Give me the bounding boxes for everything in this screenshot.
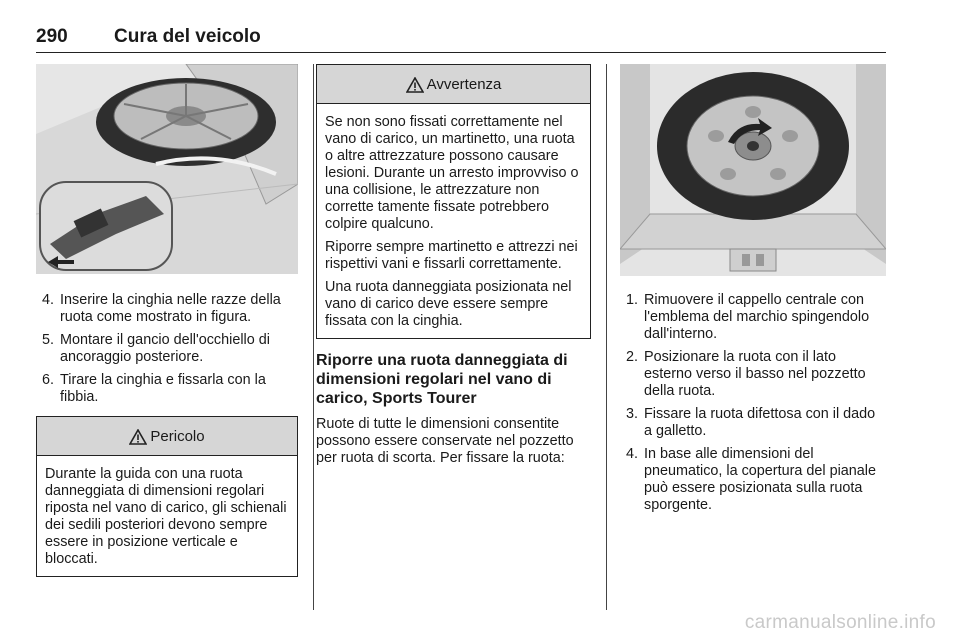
warning-body [317, 104, 590, 338]
list-item [620, 406, 886, 440]
step-number: 6. [42, 372, 55, 388]
trunk-wheel-strap-drawing [36, 64, 298, 274]
danger-title: Pericolo [150, 427, 205, 445]
danger-header [37, 417, 297, 456]
step-number: 5. [42, 332, 55, 348]
warning-text: Una ruota danneggiata posizionata nel vano di carico deve essere sempre fissata con la cinghia. [325, 279, 572, 329]
column-divider [313, 64, 314, 610]
warning-triangle-icon [406, 77, 424, 93]
warning-box [316, 64, 591, 339]
section-intro: Ruote di tutte le dimensioni consentite possono essere conservate nel pozzetto per ruota di scorta. Per fissare la ruota: [316, 416, 574, 466]
list-item [36, 292, 298, 326]
danger-box [36, 416, 298, 577]
trunk-wheel-strap-illustration [36, 64, 298, 274]
list-item [36, 332, 298, 366]
danger-body [37, 456, 297, 576]
column-middle [316, 64, 591, 467]
step-text: In base alle dimensioni del pneumatico, la copertura del pianale può essere posizionata sulla ruota sporgente. [644, 446, 876, 513]
list-item [620, 292, 886, 343]
warning-text: Se non sono fissati correttamente nel vano di carico, un martinetto, una ruota o altre attrezzature possono causare lesioni. Durante un arresto improvviso o una collisione, le attrezzature non corrette tamente fissate potrebbero colpire qualcuno. [325, 114, 579, 232]
warning-triangle-icon [129, 429, 147, 445]
step-text: Rimuovere il cappello centrale con l'emblema del marchio spingendolo dall'interno. [644, 292, 870, 342]
watermark: carmanualsonline.info [744, 612, 936, 633]
step-list [36, 292, 298, 406]
warning-header [317, 65, 590, 104]
spare-wheel-well-illustration [620, 64, 886, 276]
step-number: 4. [42, 292, 55, 308]
danger-text: Durante la guida con una ruota danneggiata di dimensioni regolari riposta nel vano di carico, gli schienali dei sedili posteriori devono sempre essere in posizione verticale e bloccati. [45, 466, 287, 567]
section-heading: Riporre una ruota danneggiata di dimensioni regolari nel vano di carico, Sports Tourer [316, 352, 568, 407]
step-number: 3. [626, 406, 639, 422]
column-right [620, 64, 886, 520]
step-number: 1. [626, 292, 639, 308]
step-list [620, 292, 886, 514]
step-text: Montare il gancio dell'occhiello di ancoraggio posteriore. [60, 332, 270, 365]
step-text: Tirare la cinghia e fissarla con la fibbia. [60, 372, 266, 405]
step-text: Inserire la cinghia nelle razze della ruota come mostrato in figura. [60, 292, 281, 325]
page-title: Cura del veicolo [114, 26, 261, 47]
step-number: 4. [626, 446, 639, 462]
page-header [36, 24, 886, 53]
warning-title: Avvertenza [426, 75, 502, 93]
column-divider [606, 64, 607, 610]
page-number: 290 [36, 26, 68, 47]
step-number: 2. [626, 349, 639, 365]
spare-wheel-well-drawing [620, 64, 886, 276]
list-item [36, 372, 298, 406]
warning-text: Riporre sempre martinetto e attrezzi nei rispettivi vani e fissarli correttamente. [325, 239, 578, 272]
step-text: Fissare la ruota difettosa con il dado a galletto. [644, 406, 876, 439]
list-item [620, 446, 886, 514]
step-text: Posizionare la ruota con il lato esterno verso il basso nel pozzetto della ruota. [644, 349, 866, 399]
column-left [36, 64, 298, 577]
list-item [620, 349, 886, 400]
